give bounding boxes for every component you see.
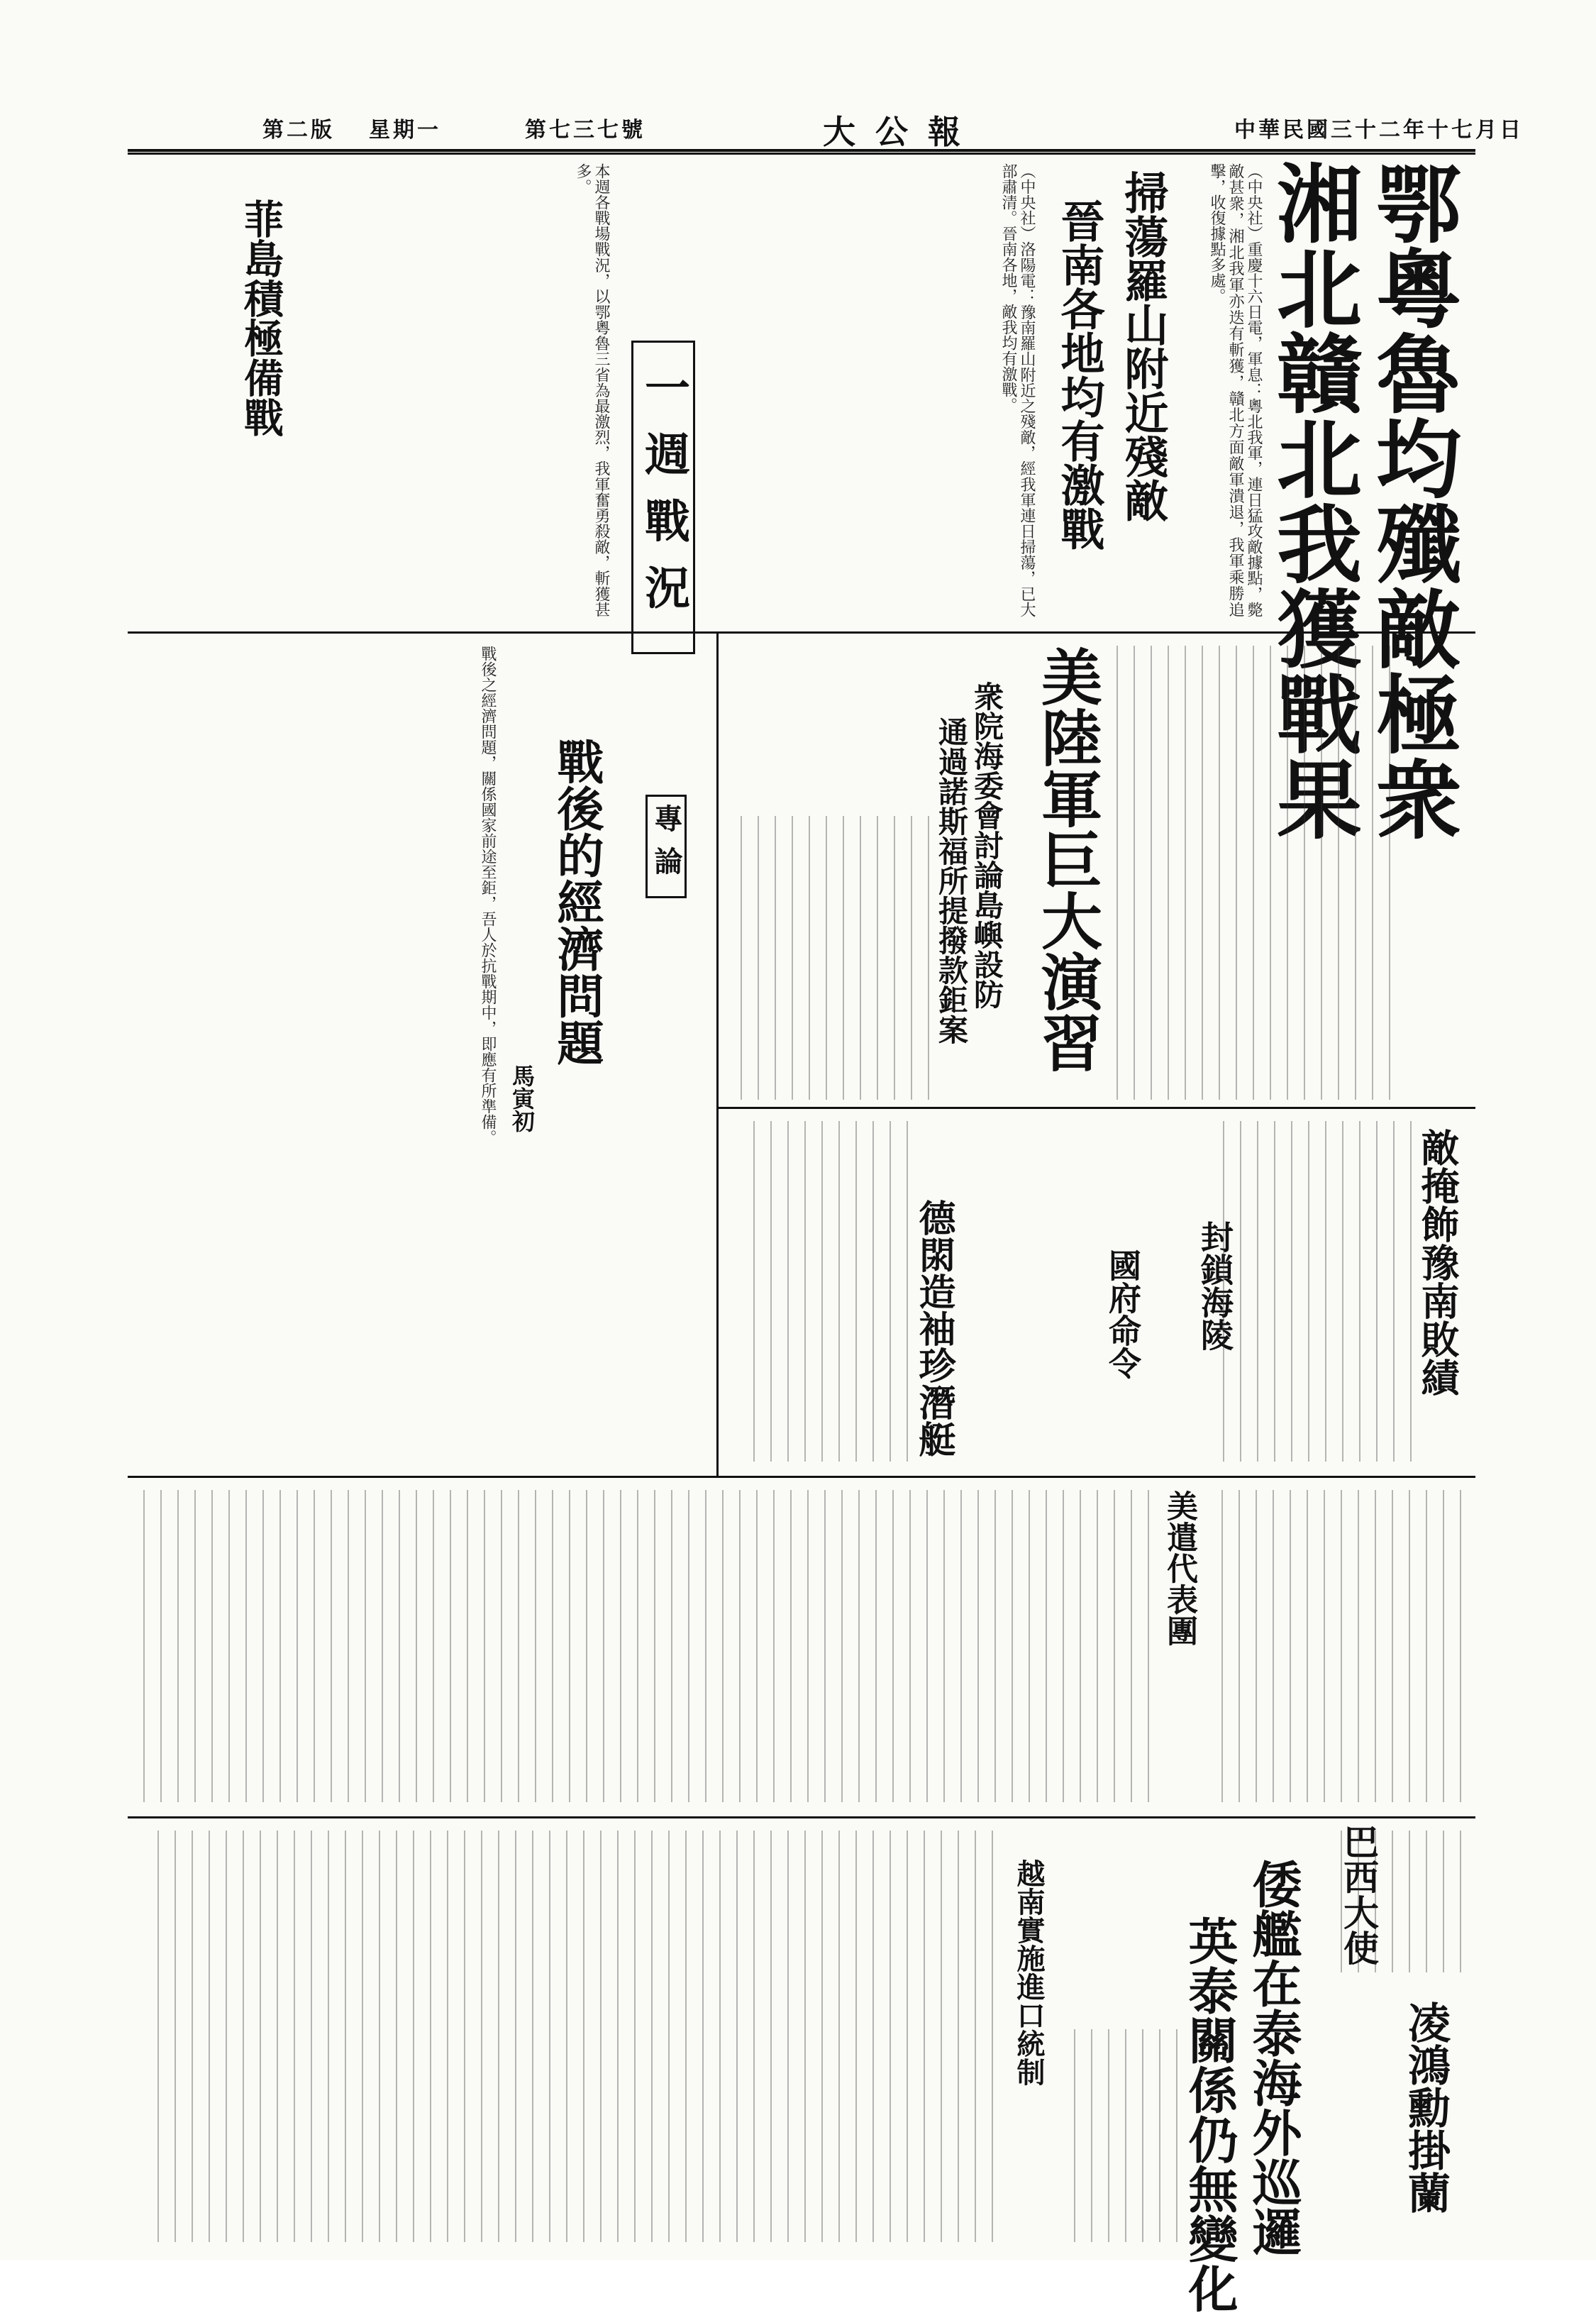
weekly-war-headline: 一週戰況 — [631, 341, 695, 654]
shanxi-article-text: （中央社）洛陽電：豫南羅山附近之殘敵，經我軍連日掃蕩，已大部肅清。晉南各地，敵我均有激戰。 — [999, 163, 1036, 617]
shanxi-headline-2: 晉南各地均有激戰 — [1053, 199, 1105, 551]
section-rule-3 — [128, 1476, 1475, 1478]
date-line: 中華民國三十二年十七月日 — [1234, 118, 1524, 143]
text-column-block — [1334, 1831, 1461, 1972]
text-column-block — [738, 1121, 908, 1462]
vietnam-headline: 越南實施進口統制 — [1012, 1859, 1046, 2086]
masthead — [128, 106, 1524, 152]
germany-headline: 德閖造袖珍潛艇 — [912, 1199, 955, 1457]
us-bill-headline: 通過諾斯福所提撥款鉅案 — [934, 717, 969, 1044]
essay-text: 戰後之經濟問題，關係國家前途至鉅，吾人於抗戰期中，即應有所準備。 — [479, 646, 497, 1145]
column-tag: 專論 — [645, 795, 687, 898]
us-senate-headline: 衆院海委會討論島嶼設防 — [970, 681, 1004, 1009]
thai-headline-2: 英泰關係仍無變化 — [1180, 1916, 1239, 2313]
top-rule — [128, 153, 1475, 155]
enemy-henan-headline: 敵掩飾豫南敗績 — [1415, 1128, 1461, 1396]
section-rule-4 — [128, 1816, 1475, 1818]
col-rule — [716, 631, 719, 1476]
brazil-headline: 巴西大使 — [1338, 1823, 1380, 1965]
guofu-headline: 國府命令 — [1104, 1249, 1142, 1379]
text-column-block — [142, 1831, 993, 2242]
text-column-block — [1206, 1490, 1461, 1802]
text-column-block — [1220, 1121, 1412, 1462]
page-label: 第二版 — [262, 118, 335, 143]
philippines-headline: 菲島積極備戰 — [238, 199, 284, 437]
weekly-article-text: 本週各戰場戰況，以鄂粵魯三省為最激烈，我軍奮勇殺敵，斬獲甚多。 — [574, 163, 610, 617]
essay-title: 戰後的經濟問題 — [549, 738, 604, 1066]
ling-headline: 凌鴻勳掛蘭 — [1401, 2001, 1451, 2214]
us-army-headline: 美陸軍巨大演習 — [1031, 646, 1102, 1073]
main-headline-1: 鄂粵魯均殲敵極衆 — [1362, 160, 1462, 841]
fengsuo-headline: 封鎖海陵 — [1196, 1220, 1234, 1351]
text-column-block — [738, 816, 929, 1100]
delegation-headline: 美遣代表團 — [1161, 1490, 1197, 1646]
essay-author: 馬寅初 — [509, 1064, 536, 1132]
text-column-block — [1107, 646, 1390, 1100]
main-headline-2: 湘北贛北我獲戰果 — [1263, 160, 1363, 841]
lead-article-text: （中央社）重慶十六日電，軍息：粵北我軍，連日猛攻敵據點，斃敵甚衆，湘北我軍亦迭有斬獲，贛北方面敵軍潰退，我軍乘勝追擊，收復據點多處。 — [1208, 163, 1263, 617]
section-rule-2 — [716, 1107, 1475, 1109]
text-column-block — [142, 1490, 1149, 1802]
weekday: 星期一 — [369, 118, 441, 143]
paper-name: 大公報 — [823, 113, 980, 151]
issue-number: 第七三七號 — [525, 118, 645, 143]
shanxi-headline-1: 掃蕩羅山附近殘敵 — [1117, 170, 1169, 522]
text-column-block — [1064, 2029, 1177, 2242]
thai-headline-1: 倭艦在泰海外巡邏 — [1244, 1859, 1303, 2256]
